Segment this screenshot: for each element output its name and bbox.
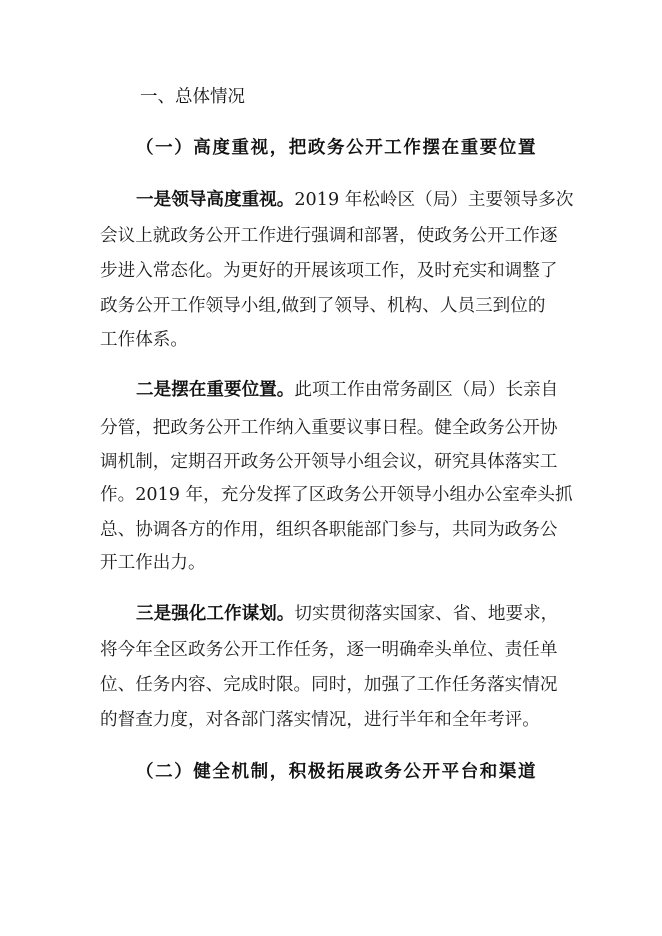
paragraph-lead: 一是领导高度重视。 [136,190,295,210]
paragraph-line: 工作体系。 [100,330,188,350]
section-2-title: （二）健全机制，积极拓展政务公开平台和渠道 [136,762,538,782]
paragraph-line: 步进入常态化。为更好的开展该项工作，及时充实和调整了 [100,261,558,281]
paragraph-line: 政务公开工作领导小组,做到了领导、机构、人员三到位的 [100,296,546,316]
paragraph-line: 分管，把政务公开工作纳入重要议事日程。健全政务公开协 [100,418,558,438]
paragraph-line [136,378,570,402]
paragraph-line: 总、协调各方的作用，组织各职能部门参与，共同为政务公 [100,520,558,540]
heading-overall-situation: 一、总体情况 [140,87,245,107]
paragraph-text: 此项工作由常务副区（局）长亲自 [294,380,559,400]
paragraph-line [136,188,574,212]
paragraph-line: 的督查力度，对各部门落实情况，进行半年和全年考评。 [100,710,540,730]
paragraph-line: 调机制，定期召开政务公开领导小组会议，研究具体落实工 [100,452,558,472]
paragraph-line: 会议上就政务公开工作进行强调和部署，使政务公开工作逐 [100,226,558,246]
section-1-title: （一）高度重视，把政务公开工作摆在重要位置 [136,138,538,158]
paragraph-text: 切实贯彻落实国家、省、地要求， [294,604,559,624]
paragraph-line: 位、任务内容、完成时限。同时，加强了工作任务落实情况 [100,675,558,695]
paragraph-lead: 二是摆在重要位置。 [136,380,295,400]
paragraph-line: 将今年全区政务公开工作任务，逐一明确牵头单位、责任单 [100,640,558,660]
paragraph-text: 2019 年松岭区（局）主要领导多次 [294,190,574,210]
paragraph-line: 作。2019 年，充分发挥了区政务公开领导小组办公室牵头抓 [100,485,573,505]
paragraph-lead: 三是强化工作谋划。 [136,604,295,624]
paragraph-line [136,602,570,626]
paragraph-line: 开工作出力。 [100,553,206,573]
